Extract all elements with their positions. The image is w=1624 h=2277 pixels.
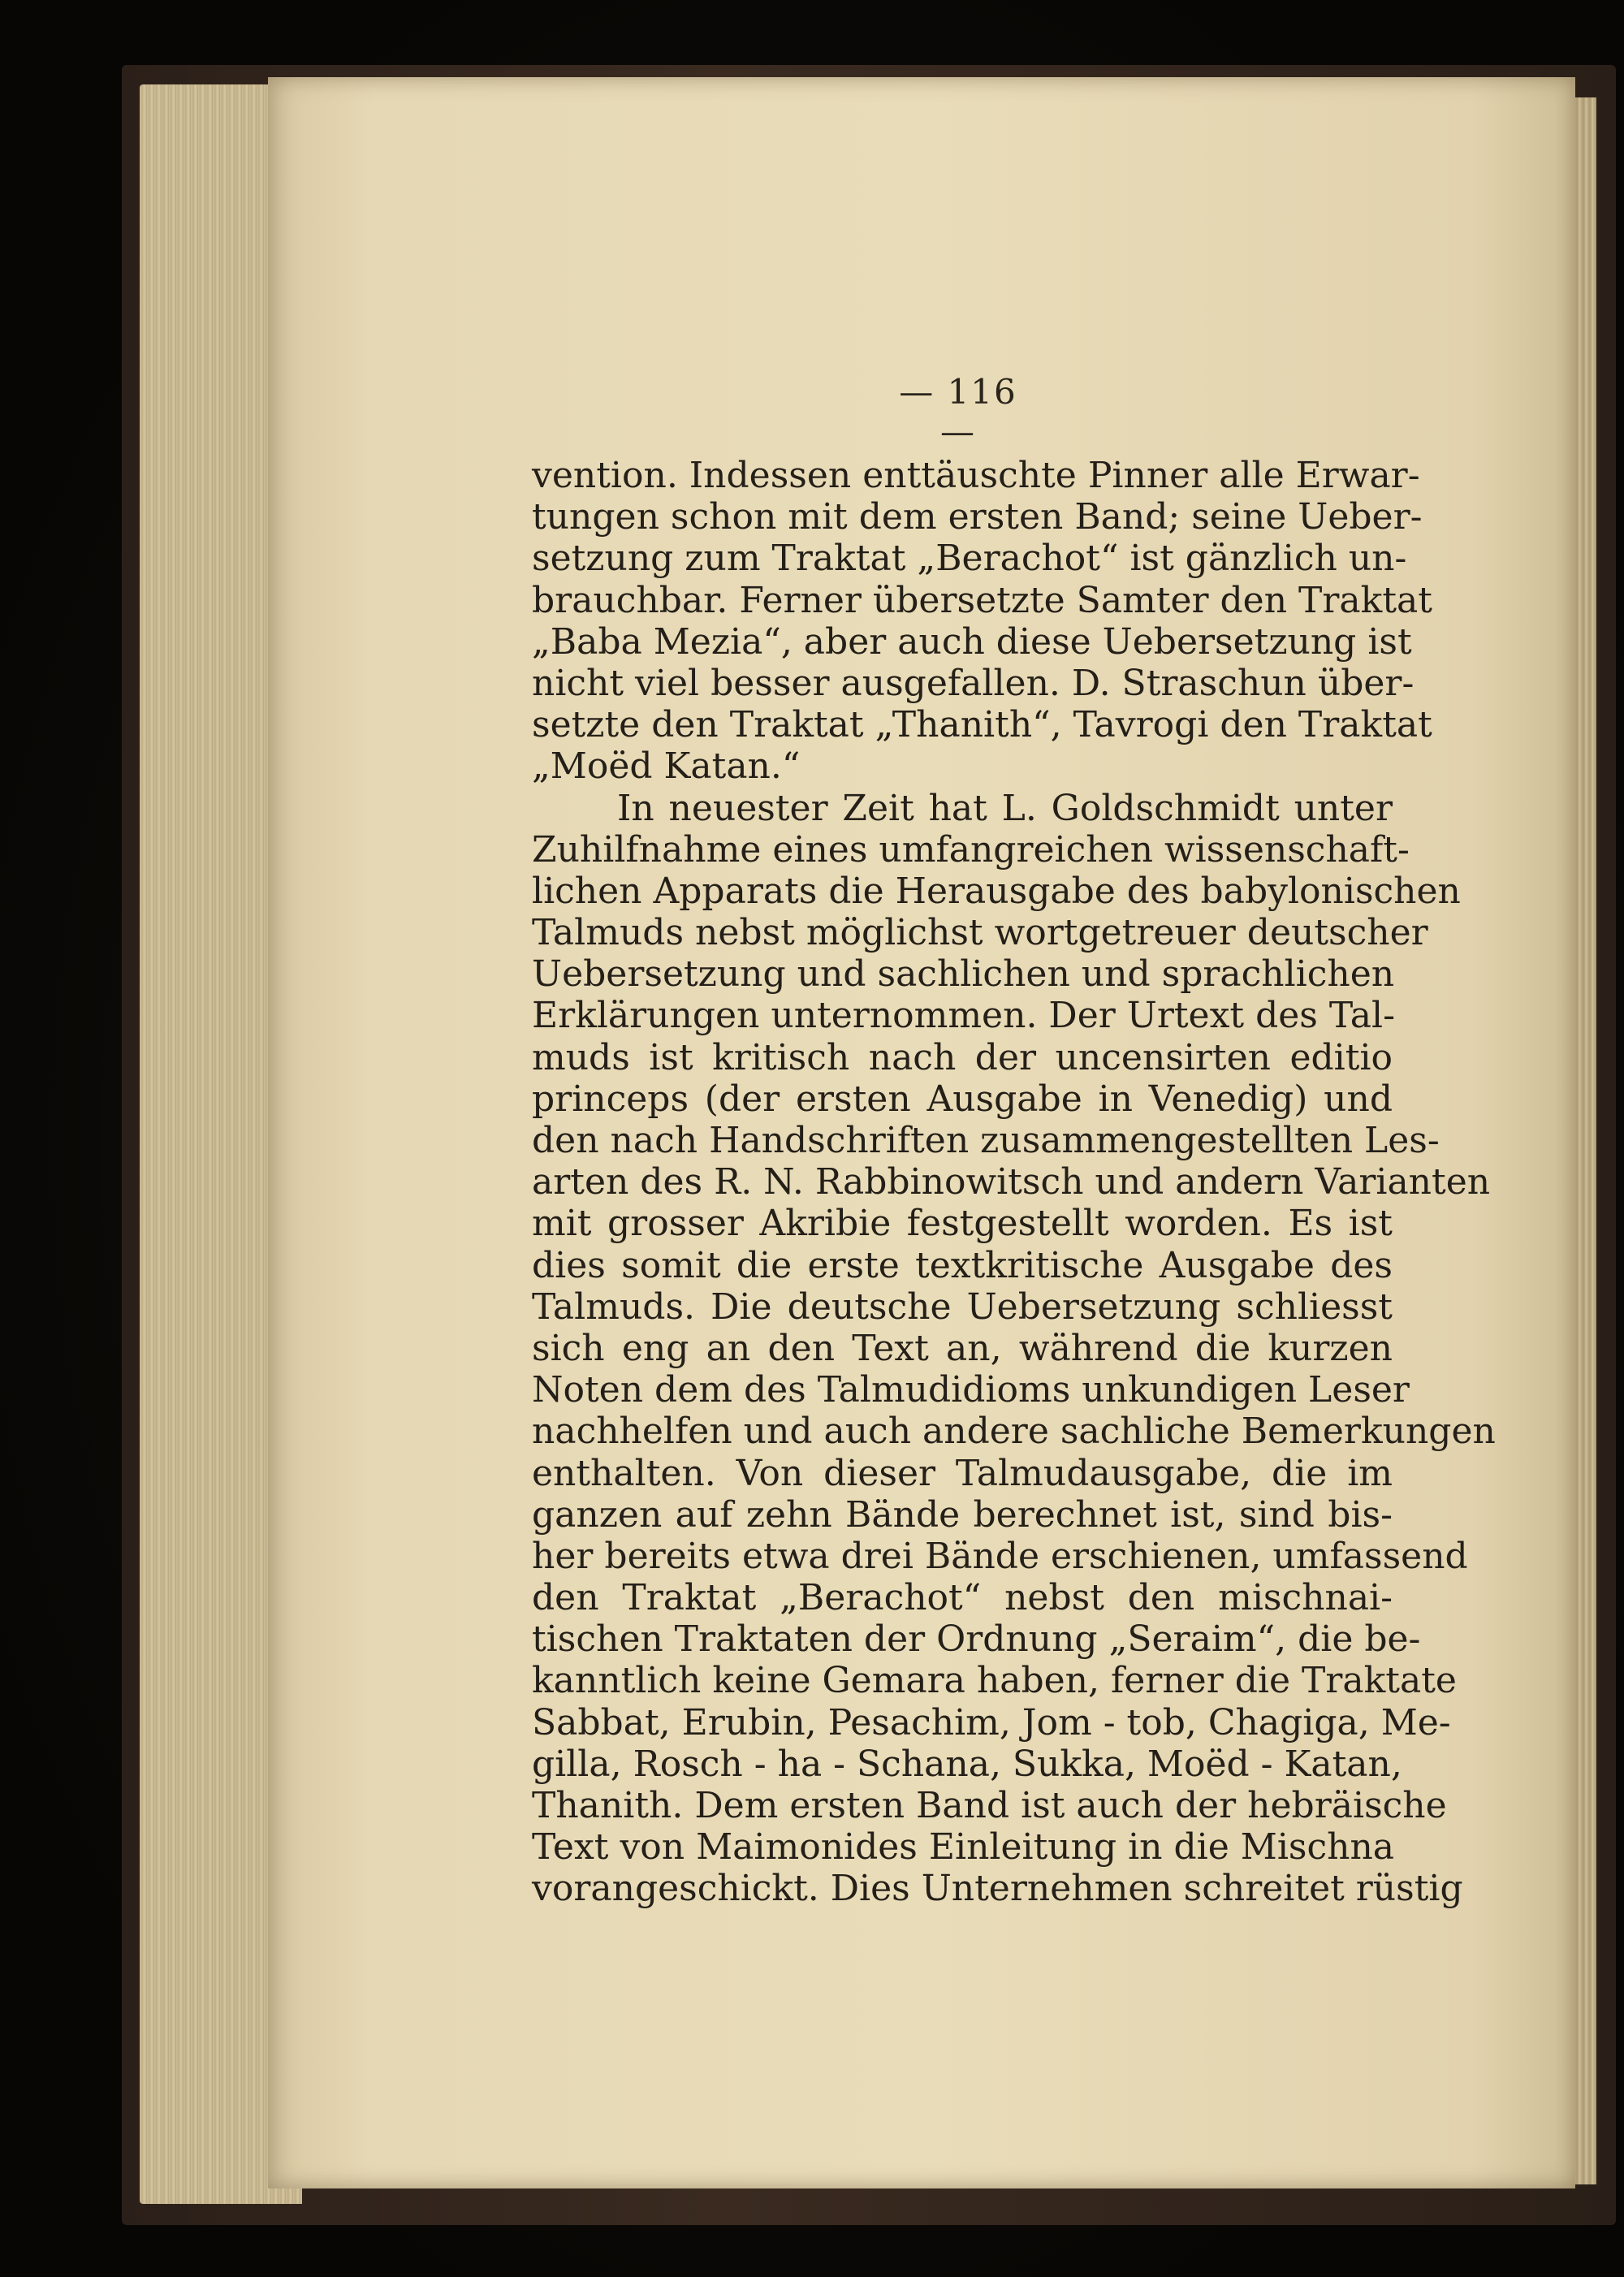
text-line: brauchbar. Ferner übersetzte Samter den Traktat [532, 579, 1432, 621]
text-line: den Traktat „Berachot“ nebst den mischnai- [532, 1577, 1393, 1619]
body-text [532, 455, 1496, 1910]
text-line: enthalten. Von dieser Talmudausgabe, die im [532, 1452, 1393, 1494]
text-line: arten des R. N. Rabbinowitsch und andern Varianten [532, 1161, 1491, 1203]
text-line: princeps (der ersten Ausgabe in Venedig) und [532, 1078, 1393, 1120]
text-line: Sabbat, Erubin, Pesachim, Jom - tob, Chagiga, Me- [532, 1701, 1451, 1743]
text-line: In neuester Zeit hat L. Goldschmidt unter [617, 787, 1393, 829]
text-line: vorangeschickt. Dies Unternehmen schreitet rüstig [532, 1868, 1463, 1910]
text-line: den nach Handschriften zusammengestellten Les- [532, 1120, 1440, 1161]
text-line: Uebersetzung und sachlichen und sprachlichen [532, 953, 1395, 996]
text-line: Thanith. Dem ersten Band ist auch der hebräische [532, 1785, 1447, 1826]
text-line: her bereits etwa drei Bände erschienen, umfassend [532, 1535, 1468, 1577]
text-line: Talmuds nebst möglichst wortgetreuer deutscher [532, 912, 1428, 954]
text-line: ganzen auf zehn Bände berechnet ist, sind bis- [532, 1493, 1393, 1536]
text-line: kanntlich keine Gemara haben, ferner die Traktate [532, 1660, 1457, 1702]
page-number: — 116 — [899, 372, 1017, 452]
text-line: Talmuds. Die deutsche Uebersetzung schliesst [532, 1285, 1393, 1328]
text-line: setzte den Traktat „Thanith“, Tavrogi den Traktat [532, 704, 1432, 746]
text-line: muds ist kritisch nach der uncensirten editio [532, 1036, 1393, 1078]
text-line: Noten dem des Talmudidioms unkundigen Leser [532, 1369, 1410, 1411]
text-line: sich eng an den Text an, während die kurzen [532, 1327, 1393, 1369]
text-line: „Moëd Katan.“ [532, 745, 801, 788]
text-line: „Baba Mezia“, aber auch diese Uebersetzung ist [532, 620, 1412, 663]
text-line: Zuhilfnahme eines umfangreichen wissenschaft- [532, 828, 1410, 871]
text-line: vention. Indessen enttäuschte Pinner alle Erwar- [532, 455, 1420, 496]
text-line: dies somit die erste textkritische Ausgabe des [532, 1244, 1393, 1286]
text-line: mit grosser Akribie festgestellt worden. Es ist [532, 1203, 1393, 1245]
text-line: Erklärungen unternommen. Der Urtext des Tal- [532, 995, 1395, 1037]
text-line: tischen Traktaten der Ordnung „Seraim“, die be- [532, 1618, 1421, 1661]
text-line: nicht viel besser ausgefallen. D. Straschun über- [532, 662, 1415, 704]
text-line: gilla, Rosch - ha - Schana, Sukka, Moëd - Katan, [532, 1743, 1402, 1785]
text-line: Text von Maimonides Einleitung in die Mischna [532, 1826, 1395, 1869]
text-line: lichen Apparats die Herausgabe des babylonischen [532, 870, 1461, 912]
text-line: nachhelfen und auch andere sachliche Bemerkungen [532, 1411, 1496, 1453]
text-line: setzung zum Traktat „Berachot“ ist gänzlich un- [532, 538, 1407, 580]
text-line: tungen schon mit dem ersten Band; seine Ueber- [532, 496, 1423, 538]
